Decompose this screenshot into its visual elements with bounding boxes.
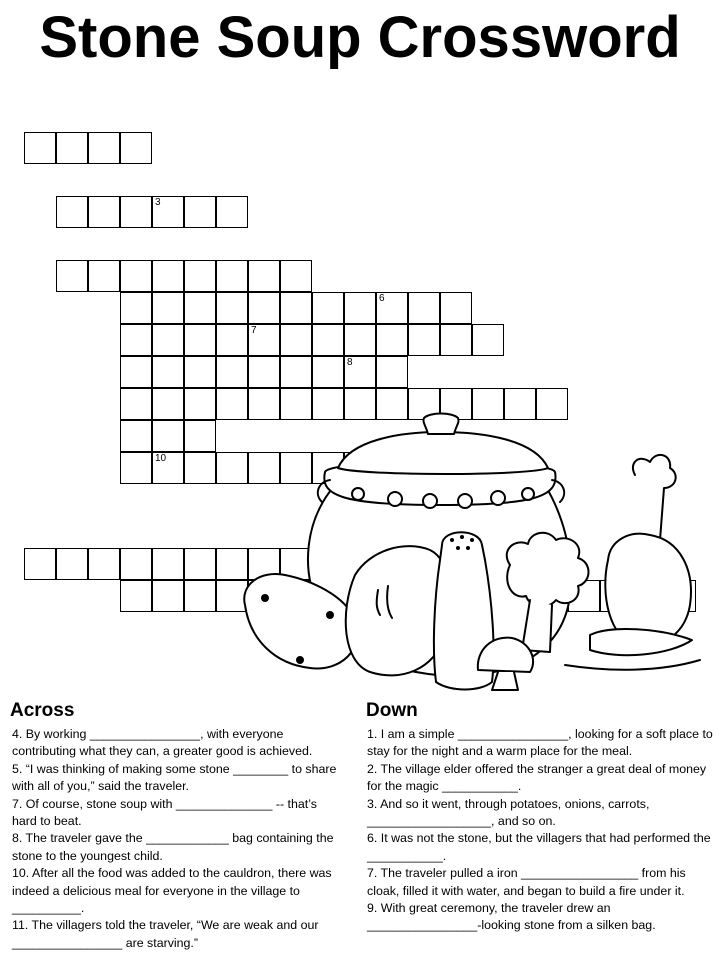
crossword-cell[interactable] [184,452,216,484]
crossword-cell[interactable] [216,196,248,228]
crossword-cell[interactable] [120,420,152,452]
soup-pot-illustration [230,410,710,700]
crossword-cell[interactable] [216,292,248,324]
crossword-cell[interactable] [312,292,344,324]
crossword-cell[interactable] [120,452,152,484]
crossword-cell[interactable] [376,324,408,356]
chicken-leg [633,455,676,540]
crossword-cell[interactable] [248,260,280,292]
crossword-cell[interactable] [120,132,152,164]
lid-knob [423,414,458,435]
crossword-cell[interactable] [344,356,376,388]
pot-lid [338,432,548,474]
crossword-cell[interactable] [344,324,376,356]
across-clue: 4. By working ________________, with everyone contributing what they can, a greater good is achieved. [12,727,313,759]
down-clue: 2. The village elder offered the stranger a great deal of money for the magic ___________. [367,761,707,794]
clue-number: 7 [251,325,257,336]
crossword-cell[interactable] [152,260,184,292]
down-heading: Down [366,700,418,721]
crossword-cell[interactable] [216,356,248,388]
broccoli [507,533,589,607]
across-clue: 11. The villagers told the traveler, “We are weak and our ________________ are starving.” [12,918,319,950]
crossword-cell[interactable] [440,292,472,324]
crossword-cell[interactable] [184,196,216,228]
crossword-cell[interactable] [152,452,184,484]
down-clue: 7. The traveler pulled a iron _________________ from his cloak, filled it with water, and began to build a fire under it. [367,866,686,898]
crossword-cell[interactable] [184,324,216,356]
crossword-cell[interactable] [440,324,472,356]
crossword-cell[interactable] [120,292,152,324]
clue-number: 3 [155,197,161,208]
crossword-cell[interactable] [280,292,312,324]
crossword-cell[interactable] [152,580,184,612]
crossword-cell[interactable] [120,580,152,612]
crossword-cell[interactable] [120,260,152,292]
crossword-cell[interactable] [184,548,216,580]
crossword-cell[interactable] [312,324,344,356]
down-clue-list [367,726,713,935]
crossword-cell[interactable] [408,292,440,324]
crossword-cell[interactable] [120,324,152,356]
crossword-cell[interactable] [88,260,120,292]
crossword-cell[interactable] [152,356,184,388]
crossword-cell[interactable] [56,548,88,580]
down-clue: 3. And so it went, through potatoes, onions, carrots, __________________, and so on. [367,796,650,829]
crossword-cell[interactable] [152,324,184,356]
crossword-cell[interactable] [312,356,344,388]
page-title: Stone Soup Crossword [39,5,681,70]
crossword-cell[interactable] [120,388,152,420]
crossword-cell[interactable] [280,324,312,356]
crossword-cell[interactable] [56,196,88,228]
clue-number: 6 [379,293,385,304]
clue-number: 8 [347,357,353,368]
crossword-cell[interactable] [408,324,440,356]
crossword-cell[interactable] [280,356,312,388]
down-clue: 6. It was not the stone, but the villagers that had performed the ___________. [367,831,711,863]
crossword-cell[interactable] [88,196,120,228]
across-heading: Across [10,700,75,721]
crossword-cell[interactable] [248,356,280,388]
crossword-cell[interactable] [152,548,184,580]
crossword-cell[interactable] [152,420,184,452]
crossword-cell[interactable] [24,548,56,580]
crossword-cell[interactable] [184,292,216,324]
crossword-cell[interactable] [184,420,216,452]
across-clue: 7. Of course, stone soup with ______________ -- that’s hard to beat. [12,796,317,829]
crossword-cell[interactable] [376,292,408,324]
clue-number: 10 [155,453,167,464]
crossword-cell[interactable] [248,292,280,324]
crossword-cell[interactable] [216,260,248,292]
crossword-cell[interactable] [152,292,184,324]
crossword-cell[interactable] [344,292,376,324]
crossword-cell[interactable] [216,324,248,356]
crossword-cell[interactable] [56,260,88,292]
crossword-cell[interactable] [120,196,152,228]
down-clue: 1. I am a simple ________________, looking for a soft place to stay for the night and a warm place for the meal. [367,727,713,759]
crossword-cell[interactable] [152,388,184,420]
crossword-cell[interactable] [184,580,216,612]
across-clue: 10. After all the food was added to the cauldron, there was indeed a delicious meal for everyone in the village to __________. [12,866,332,916]
crossword-cell[interactable] [56,132,88,164]
crossword-cell[interactable] [376,356,408,388]
crossword-cell[interactable] [120,356,152,388]
across-clue: 5. “I was thinking of making some stone ________ to share with all of you,” said the traveler. [12,761,337,794]
crossword-cell[interactable] [280,260,312,292]
down-clue: 9. With great ceremony, the traveler drew an ________________-looking stone from a silken bag. [367,901,656,933]
crossword-cell[interactable] [184,260,216,292]
across-clue-list [12,726,345,952]
crossword-cell[interactable] [472,324,504,356]
crossword-cell[interactable] [152,196,184,228]
crossword-cell[interactable] [184,388,216,420]
crossword-cell[interactable] [120,548,152,580]
crossword-cell[interactable] [88,132,120,164]
crossword-cell[interactable] [184,356,216,388]
across-clue: 8. The traveler gave the ____________ bag containing the stone to the youngest child. [12,831,334,863]
crossword-cell[interactable] [248,324,280,356]
crossword-cell[interactable] [24,132,56,164]
crossword-cell[interactable] [88,548,120,580]
